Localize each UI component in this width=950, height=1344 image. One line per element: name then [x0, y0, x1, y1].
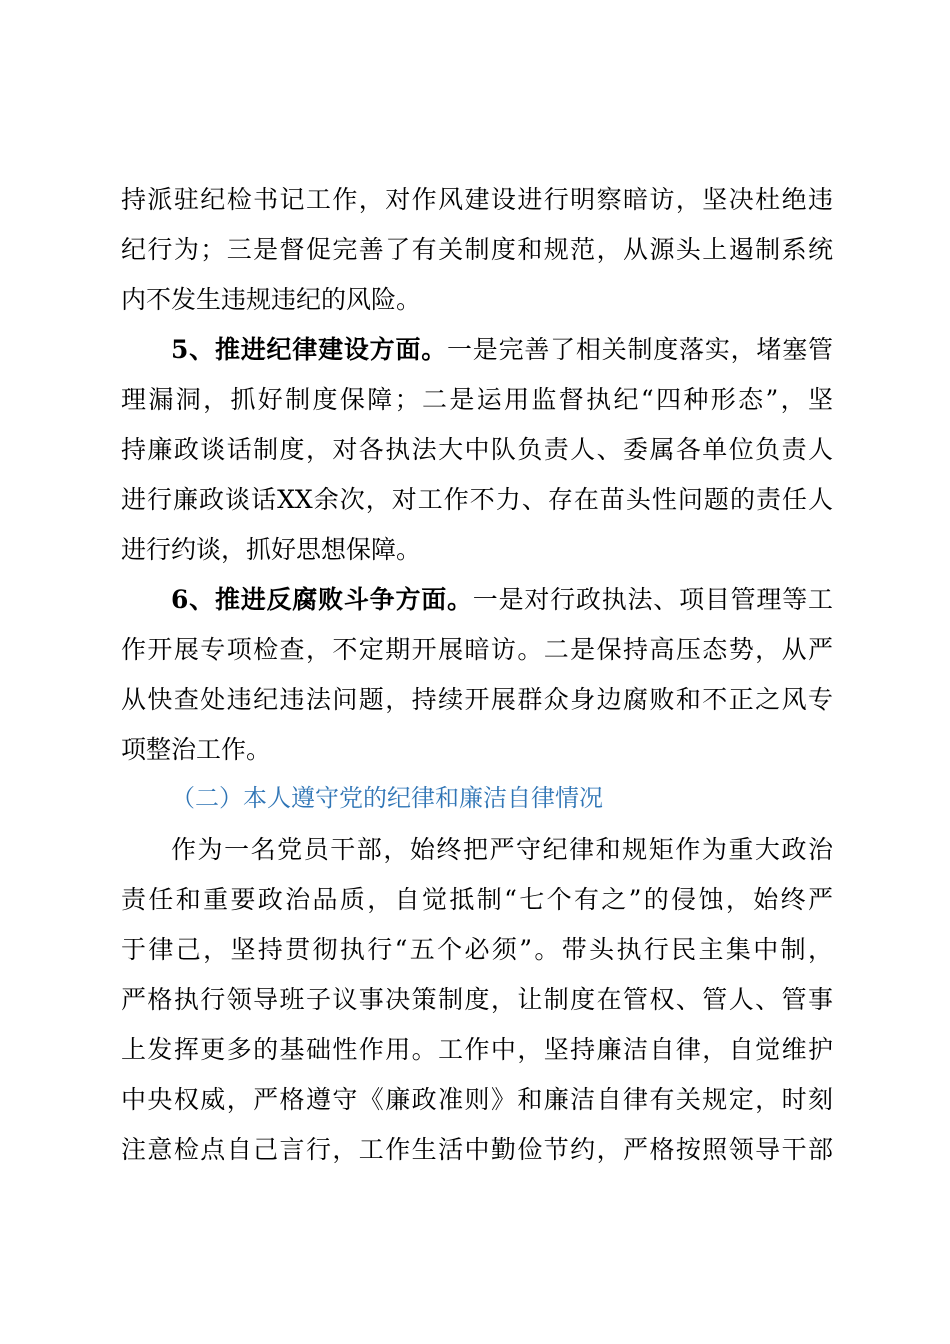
paragraph-line: 持廉政谈话制度，对各执法大中队负责人、委属各单位负责人	[121, 435, 833, 464]
item-5-text: 一是完善了相关制度落实，堵塞管	[447, 335, 833, 364]
paragraph-line: 中央权威，严格遵守《廉政准则》和廉洁自律有关规定，时刻	[121, 1085, 833, 1114]
paragraph-line: 内不发生违规违纪的风险。	[121, 285, 422, 314]
paragraph-line: 理漏洞，抓好制度保障；二是运用监督执纪“四种形态”，坚	[121, 385, 833, 414]
section-heading: （二）本人遵守党的纪律和廉洁自律情况	[171, 784, 603, 812]
item-6-title: 6、推进反腐败斗争方面。	[171, 585, 473, 614]
paragraph-line: 于律己，坚持贯彻执行“五个必须”。带头执行民主集中制，	[121, 935, 833, 964]
paragraph-line: 进行廉政谈话XX余次，对工作不力、存在苗头性问题的责任人	[121, 485, 833, 514]
item-6-first-line	[171, 580, 833, 620]
paragraph-line: 作开展专项检查，不定期开展暗访。二是保持高压态势，从严	[121, 635, 833, 664]
item-5-title: 5、推进纪律建设方面。	[171, 335, 448, 364]
paragraph-line: 从快查处违纪违法问题，持续开展群众身边腐败和不正之风专	[121, 685, 833, 714]
item-5-first-line	[171, 330, 833, 370]
paragraph-line: 持派驻纪检书记工作，对作风建设进行明察暗访，坚决杜绝违	[121, 185, 833, 214]
paragraph-line: 进行约谈，抓好思想保障。	[121, 535, 422, 564]
paragraph-line: 上发挥更多的基础性作用。工作中，坚持廉洁自律，自觉维护	[121, 1035, 833, 1064]
item-6-text: 一是对行政执法、项目管理等工	[472, 585, 833, 614]
paragraph-line: 注意检点自己言行，工作生活中勤俭节约，严格按照领导干部	[121, 1135, 833, 1164]
paragraph-line: 责任和重要政治品质，自觉抵制“七个有之”的侵蚀，始终严	[121, 885, 833, 914]
paragraph-line: 严格执行领导班子议事决策制度，让制度在管权、管人、管事	[121, 985, 833, 1014]
paragraph-line: 纪行为；三是督促完善了有关制度和规范，从源头上遏制系统	[121, 235, 833, 264]
paragraph-line: 项整治工作。	[121, 735, 272, 764]
paragraph-line: 作为一名党员干部，始终把严守纪律和规矩作为重大政治	[171, 835, 833, 864]
